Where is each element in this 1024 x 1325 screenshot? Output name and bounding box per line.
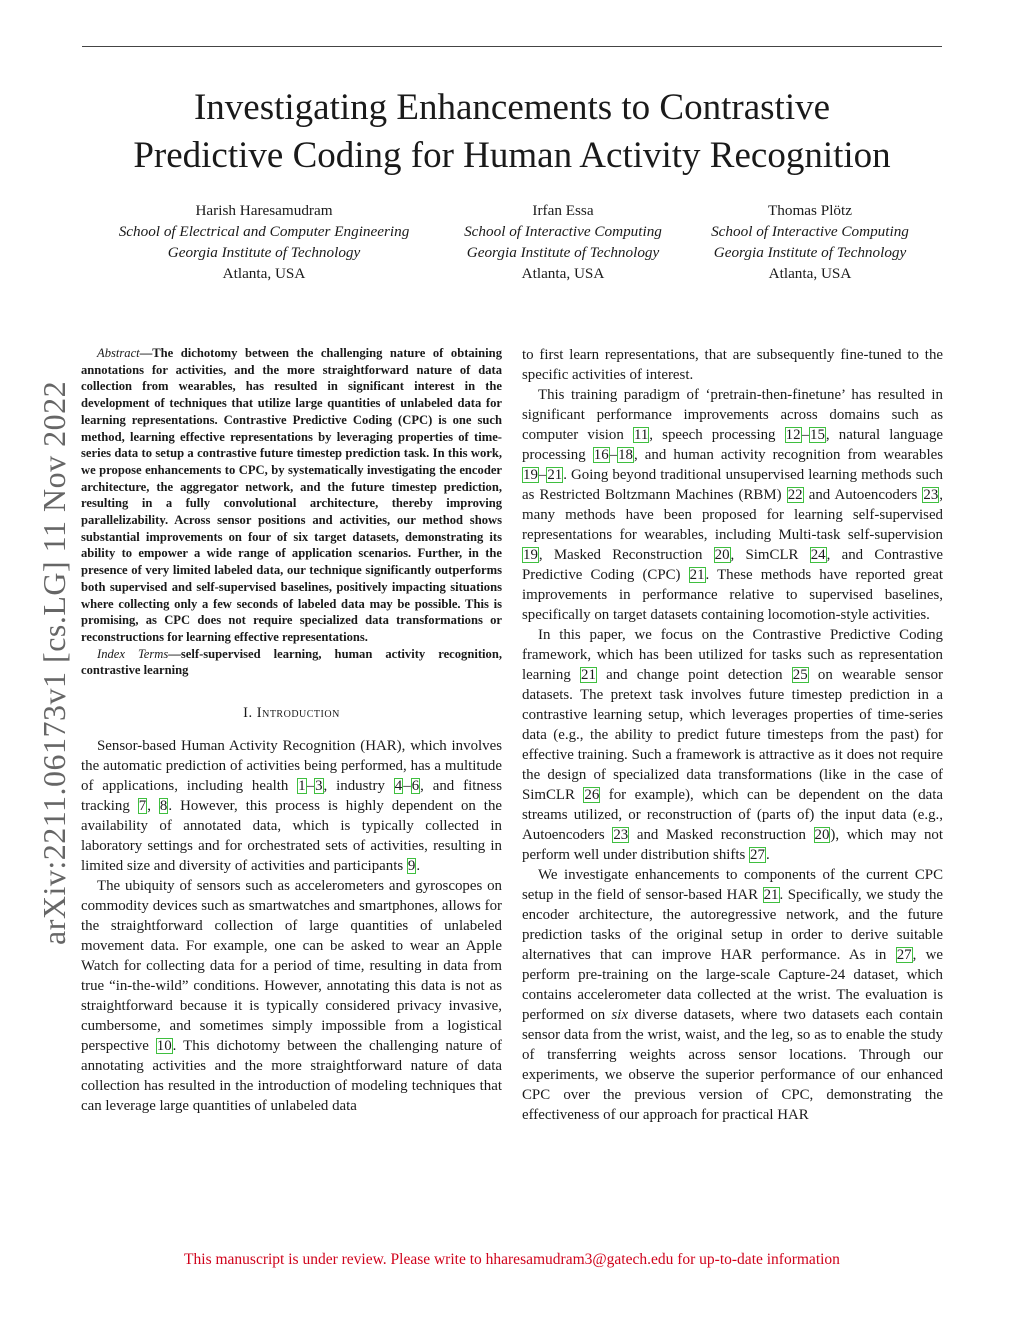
author-1: [97, 200, 431, 284]
paper-title: [60, 84, 964, 180]
citation-link[interactable]: 18: [618, 447, 633, 463]
citation-link[interactable]: 16: [593, 447, 609, 463]
paragraph: We investigate enhancements to components of the current CPC setup in the field of sensor-based HAR 21. Specifically, we study the encoder architecture, the autoregressive network, and the future prediction tasks of the original setup in order to derive suitable alternatives that can improve HAR performance. As in 27, we perform pre-training on the large-scale Capture-24 dataset, which contains accelerometer data collected at the wrist. The evaluation is performed on six diverse datasets, where two datasets each contain sensor data from the wrist, waist, and the leg, so as to enable the study of transferring weights across sensor locations. Through our experiments, we observe the superior performance of our enhanced CPC over the previous version of CPC, demonstrating the effectiveness of our approach for practical HAR: [522, 867, 944, 1123]
author-inst: Georgia Institute of Technology: [713, 244, 907, 261]
citation-link[interactable]: 20: [714, 547, 730, 563]
author-name: Harish Haresamudram: [195, 202, 333, 219]
review-notice: This manuscript is under review. Please write to hharesamudram3@gatech.edu for up-to-date information: [184, 1251, 840, 1268]
left-column: [81, 345, 502, 1116]
citation-link[interactable]: 21: [763, 887, 779, 903]
author-inst: Georgia Institute of Technology: [466, 244, 660, 261]
author-location: Atlanta, USA: [521, 265, 605, 282]
citation-link[interactable]: 21: [547, 467, 563, 483]
section-heading: [81, 705, 502, 722]
section-title: Introduction: [256, 705, 340, 722]
citation-link[interactable]: 27: [750, 847, 765, 863]
citation-link[interactable]: 12: [785, 427, 801, 443]
author-dept: School of Electrical and Computer Engineering: [118, 223, 410, 240]
header-rule: [82, 46, 942, 47]
citation-link[interactable]: 27: [896, 947, 912, 963]
citation-link[interactable]: 21: [689, 567, 705, 583]
citation-link[interactable]: 15: [810, 427, 825, 443]
citation-link[interactable]: 25: [792, 667, 808, 683]
title-line-2: Predictive Coding for Human Activity Recognition: [133, 135, 891, 176]
citation-link[interactable]: 4: [394, 778, 403, 795]
paragraph: to first learn representations, that are subsequently fine-tuned to the specific activities of interest.: [522, 347, 943, 383]
author-2: [446, 200, 680, 284]
citation-link[interactable]: 11: [633, 427, 649, 443]
paragraph: In this paper, we focus on the Contrastive Predictive Coding framework, which has been utilized for tasks such as representation learning 21 and change point detection 25 on wearable sensor datasets. The pretext task involves future timestep prediction in a contrastive learning setup, which leverages properties of time-series data (e.g., the ability to predict future timesteps from the past) for effective training. Such a framework is attractive as it does not require the design of specialized data transformations (like in the case of SimCLR 26 for example), which can be dependent on the data streams utilized, or reconstruction of (parts of) the input data (e.g., Autoencoders 23 and Masked reconstruction 20), which may not perform well under distribution shifts 27.: [522, 627, 944, 863]
citation-link[interactable]: 22: [787, 487, 803, 503]
citation-link[interactable]: 21: [581, 667, 596, 683]
abstract-label: Abstract: [97, 346, 140, 360]
citation-link[interactable]: 3: [315, 778, 323, 795]
citation-link[interactable]: 6: [411, 778, 420, 795]
author-dept: School of Interactive Computing: [711, 223, 909, 240]
paragraph: Sensor-based Human Activity Recognition (HAR), which involves the automatic prediction of activities being performed, has a multitude of applications, including health 1–3, industry 4–6, and fitness tracking 7, 8. However, this process is highly dependent on the availability of annotated data, which is typically collected in laboratory settings and for orchestrated sets of activities, resulting in limited size and diversity of activities and participants 9.: [81, 738, 502, 875]
citation-link[interactable]: 20: [814, 827, 830, 843]
citation-link[interactable]: 23: [923, 487, 939, 503]
title-line-1: Investigating Enhancements to Contrastive: [193, 87, 831, 128]
citation-link[interactable]: 26: [584, 787, 600, 803]
citation-link[interactable]: 10: [156, 1038, 172, 1055]
citation-link[interactable]: 24: [810, 547, 826, 563]
index-terms-text: self-supervised learning, human activity recognition, contrastive learning: [81, 646, 502, 678]
right-column: [522, 345, 943, 1125]
author-3: [692, 200, 928, 284]
citation-link[interactable]: 23: [613, 827, 629, 843]
paragraph: The ubiquity of sensors such as accelerometers and gyroscopes on commodity devices such as smartwatches and smartphones, allows for the straightforward collection of large quantities of unlabeled movement data. For example, one can be asked to wear an Apple Watch for collecting data for a period of time, resulting in data from true “in-the-wild” conditions. However, annotating this data is not as straightforward because it is typically considered privacy invasive, cumbersome, and sometimes simply impossible from a logistical perspective 10. This dichotomy between the challenging nature of annotating activities and the more straightforward nature of data collection has resulted in the introduction of modeling techniques that can leverage large quantities of unlabeled data: [81, 878, 502, 1115]
citation-link[interactable]: 1: [298, 778, 306, 795]
index-terms-label: Index Terms: [97, 646, 169, 661]
author-name: Thomas Plötz: [768, 202, 852, 219]
section-number: I.: [243, 705, 253, 722]
abstract-text: The dichotomy between the challenging nature of obtaining annotations for activities, and the more straightforward nature of data collection from wearables, has resulted in significant interest in the development of techniques that utilize large quantities of unlabeled data for learning representations. Contrastive Predictive Coding (CPC) is one such method, learning effective representations by leveraging properties of time-series data to setup a contrastive future timestep prediction task. In this work, we propose enhancements to CPC, by systematically investigating the encoder architecture, the aggregator network, and the future timestep prediction, resulting in a fully convolutional architecture, thereby improving parallelizability. Across sensor positions and activities, our method shows substantial improvements on four of six target datasets, demonstrating its ability to empower a wide range of application scenarios. Further, in the presence of very limited labeled data, our technique significantly outperforms both supervised and self-supervised baselines, positively impacting situations where collecting only a few seconds of labeled data may be possible. This is promising, as CPC does not require specialized data transformations or reconstructions for learning effective representations.: [81, 346, 502, 644]
author-location: Atlanta, USA: [222, 265, 306, 282]
author-dept: School of Interactive Computing: [464, 223, 662, 240]
paragraph: This training paradigm of ‘pretrain-then-finetune’ has resulted in significant performance improvements across domains such as computer vision 11, speech processing 12–15, natural language processing 16–18, and human activity recognition from wearables 19–21. Going beyond traditional unsupervised learning methods such as Restricted Boltzmann Machines (RBM) 22 and Autoencoders 23, many methods have been proposed for learning self-supervised representations for wearables, including Multi-task self-supervision 19, Masked Reconstruction 20, SimCLR 24, and Contrastive Predictive Coding (CPC) 21. These methods have reported great improvements in performance relative to supervised baselines, specifically on target datasets containing locomotion-style activities.: [522, 387, 944, 623]
arxiv-identifier: arXiv:2211.06173v1 [cs.LG] 11 Nov 2022: [36, 380, 72, 945]
author-name: Irfan Essa: [532, 202, 594, 219]
citation-link[interactable]: 9: [407, 858, 416, 875]
citation-link[interactable]: 8: [159, 798, 168, 815]
citation-link[interactable]: 19: [523, 467, 538, 483]
citation-link[interactable]: 7: [138, 798, 147, 815]
author-location: Atlanta, USA: [768, 265, 852, 282]
author-inst: Georgia Institute of Technology: [167, 244, 361, 261]
index-terms: Index Terms—self-supervised learning, human activity recognition, contrastive learning: [81, 646, 502, 678]
citation-link[interactable]: 19: [523, 547, 538, 563]
abstract: Abstract—The dichotomy between the challenging nature of obtaining annotations for activities, and the more straightforward nature of data collection from wearables, has resulted in significant interest in the development of techniques that utilize large quantities of unlabeled data for learning representations. Contrastive Predictive Coding (CPC) is one such method, learning effective representations by leveraging properties of time-series data to setup a contrastive future timestep prediction task. In this work, we propose enhancements to CPC, by systematically investigating the encoder architecture, the aggregator network, and the future timestep prediction, resulting in a fully convolutional architecture, thereby improving parallelizability. Across sensor positions and activities, our method shows substantial improvements on four of six target datasets, demonstrating its ability to empower a wide range of application scenarios. Further, in the presence of very limited labeled data, our technique significantly outperforms both supervised and self-supervised baselines, positively impacting situations where collecting only a few seconds of labeled data may be possible. This is promising, as CPC does not require specialized data transformations or reconstructions for learning effective representations.: [81, 346, 502, 644]
